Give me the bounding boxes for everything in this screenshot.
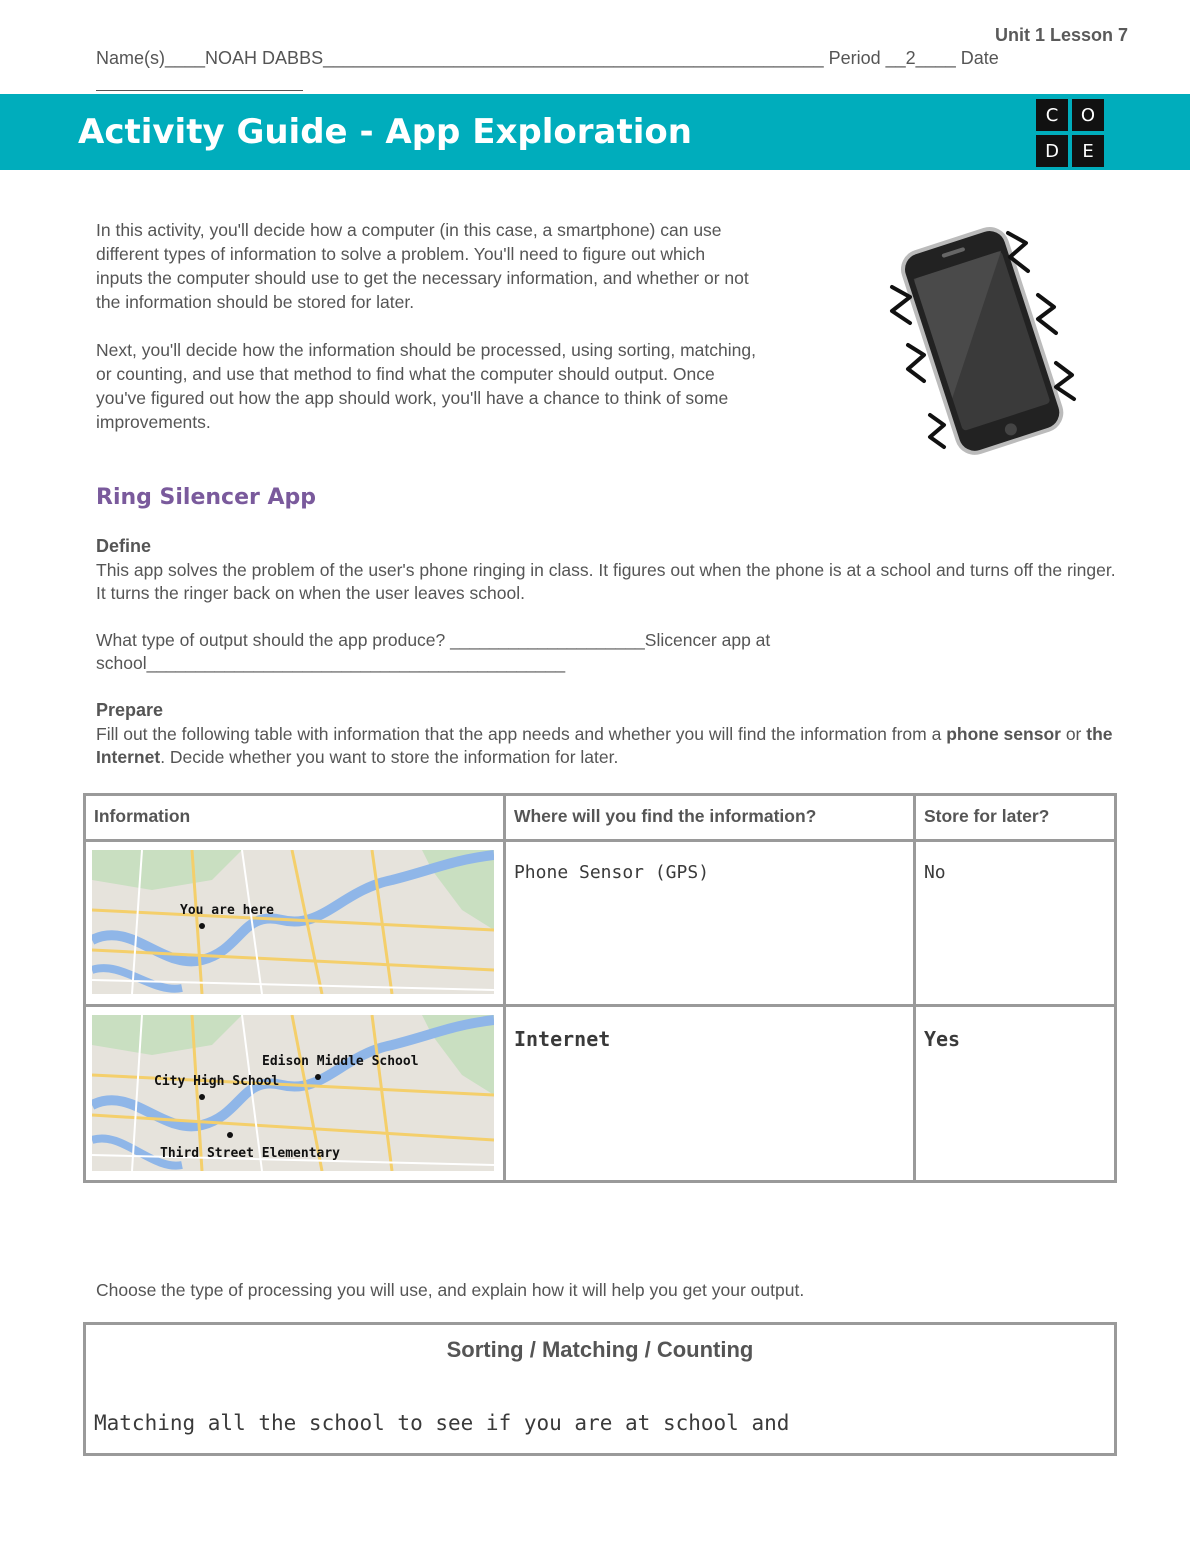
user-location-map [92, 850, 494, 994]
table-row [85, 1006, 1116, 1182]
vibrating-phone-icon [880, 215, 1090, 475]
school-marker-icon [227, 1132, 233, 1138]
location-marker-icon [199, 923, 205, 929]
school-locations-map [92, 1015, 494, 1171]
column-header: Information [85, 795, 505, 841]
table-header-row [85, 795, 1116, 841]
source-cell: Phone Sensor (GPS) [504, 841, 914, 1006]
internet-term: the Internet [96, 724, 1113, 767]
intro-paragraph: In this activity, you'll decide how a computer (in this case, a smartphone) can use different types of information to solve a problem. You'll need to figure out which inputs the computer should use to get the necessary information, and whether or not the information should be stored for later. [96, 220, 749, 312]
output-question: What type of output should the app produce? ____________________Slicencer app at school___________________________________________ [96, 630, 771, 673]
name-period-date-line: Name(s)____NOAH DABBS__________________________________________________ Period __2____ Date [96, 48, 999, 68]
store-cell: Yes [914, 1006, 1115, 1182]
intro-text [96, 218, 756, 458]
prepare-text-part: or [1060, 724, 1087, 744]
column-header: Store for later? [914, 795, 1115, 841]
school-marker-icon [199, 1094, 205, 1100]
source-cell: Internet [504, 1006, 914, 1182]
processing-answer-box [83, 1322, 1117, 1456]
processing-options-title: Sorting / Matching / Counting [446, 1337, 754, 1362]
map-cell [85, 1006, 505, 1182]
map-label: City High School [154, 1074, 280, 1089]
processing-answer-text: Matching all the school to see if you are at school and [94, 1411, 790, 1435]
logo-letter: O [1072, 99, 1104, 131]
define-heading: Define [96, 536, 152, 556]
map-label: Third Street Elementary [160, 1146, 341, 1161]
table-row [85, 841, 1116, 1006]
processing-prompt: Choose the type of processing you will use, and explain how it will help you get your output. [96, 1280, 805, 1300]
section-title: Ring Silencer App [96, 485, 317, 510]
map-label: You are here [180, 903, 274, 918]
map-label: Edison Middle School [262, 1054, 419, 1069]
phone-sensor-term: phone sensor [946, 724, 1061, 744]
intro-paragraph: Next, you'll decide how the information should be processed, using sorting, matching, or counting, and use that method to find what the computer should output. Once you've figured out how the app should work, you'll have a chance to think of some improvements. [96, 340, 756, 432]
store-cell: No [914, 841, 1115, 1006]
logo-letter: D [1036, 135, 1068, 167]
logo-letter: E [1072, 135, 1104, 167]
column-header: Where will you find the information? [504, 795, 914, 841]
prepare-text [96, 723, 1126, 769]
code-logo [1036, 99, 1104, 167]
logo-letter: C [1036, 99, 1068, 131]
prepare-text-part: Fill out the following table with information that the app needs and whether you will find the information from a [96, 724, 947, 744]
school-marker-icon [315, 1074, 321, 1080]
information-table [83, 793, 1117, 1183]
map-cell [85, 841, 505, 1006]
unit-lesson-label: Unit 1 Lesson 7 [994, 25, 1128, 45]
date-underline [96, 90, 303, 91]
page-title: Activity Guide - App Exploration [78, 112, 692, 152]
prepare-heading: Prepare [96, 700, 164, 720]
prepare-text-part: . Decide whether you want to store the information for later. [160, 747, 619, 767]
define-text: This app solves the problem of the user's phone ringing in class. It figures out when the phone is at a school and turns off the ringer. It turns the ringer back on when the user leaves school. [96, 560, 1116, 603]
